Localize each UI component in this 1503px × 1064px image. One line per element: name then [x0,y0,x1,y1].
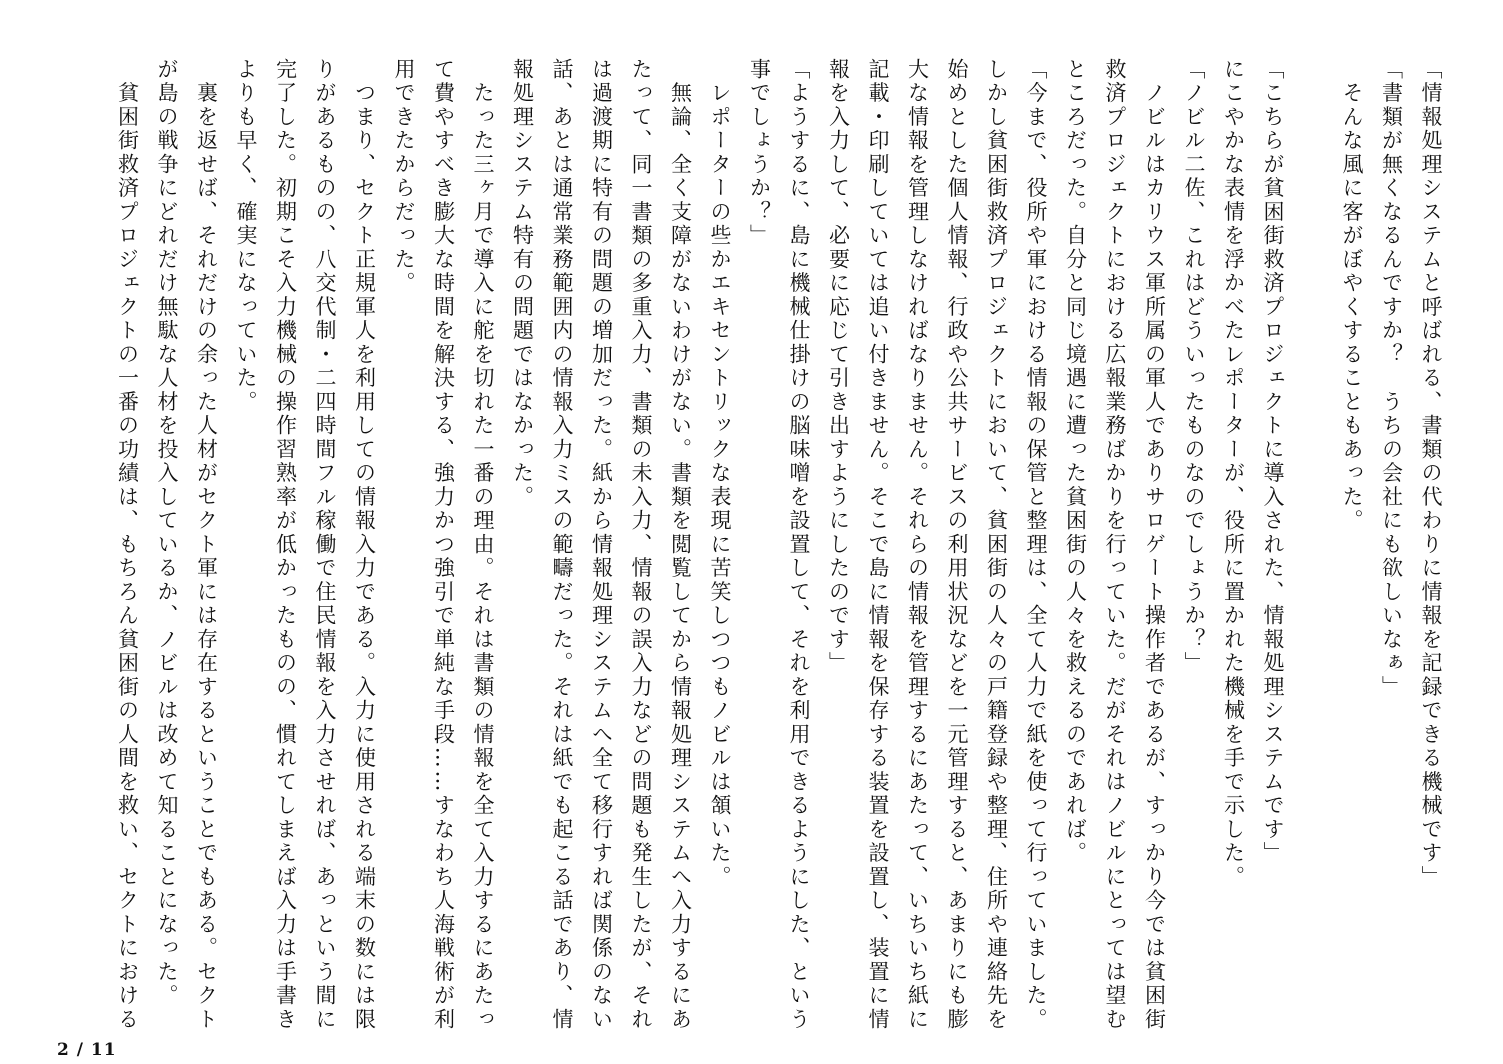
document-body [65,58,1450,1032]
text-line: 報処理システム特有の問題ではなかった。 [510,58,535,510]
text-line: 「ようするに、島に機械仕掛けの脳味噌を設置して、それを利用できるようにした、という [787,58,811,1032]
text-line: 「今まで、役所や軍における情報の保管と整理は、全て人力で紙を使って行っていました。 [1024,58,1048,1032]
text-line: 「ノビル二佐、これはどういったものなのでしょうか？」 [1182,58,1206,676]
text-line: 裏を返せば、それだけの余った人材がセクト軍には存在するということでもある。セクト [194,58,219,1032]
text-line: 話、あとは通常業務範囲内の情報入力ミスの範疇だった。それは紙でも起こる話であり、情 [550,58,574,1032]
text-line: て費やすべき膨大な時間を解決する、強力かつ強引で単純な手段……すなわち人海戦術が利 [431,58,456,1032]
text-line: 「情報処理システムと呼ばれる、書類の代わりに情報を記録できる機械です」 [1419,58,1443,890]
text-line: 用できたからだった。 [392,58,416,296]
text-line: は過渡期に特有の問題の増加だった。紙から情報処理システムへ全て移行すれば関係のない [589,58,614,1032]
text-line: 始めとした個人情報、行政や公共サービスの利用状況などを一元管理すると、あまりにも膨 [945,58,969,1032]
text-line: 救済プロジェクトにおける広報業務ばかりを行っていた。だがそれはノビルにとっては望む [1103,58,1127,1032]
blank-line [1292,58,1332,1018]
text-line: 貧困街救済プロジェクトの一番の功績は、もちろん貧困街の人間を救い、セクトにおける [115,58,140,1032]
text-line: 事でしょうか？」 [747,58,772,248]
text-line: 完了した。初期こそ入力機械の操作習熟率が低かったものの、慣れてしまえば入力は手書き [273,58,298,1032]
text-line: しかし貧困街救済プロジェクトにおいて、貧困街の人々の戸籍登録や整理、住所や連絡先を [984,58,1009,1032]
text-line: ところだった。自分と同じ境遇に遭った貧困街の人々を救えるのであれば。 [1063,58,1088,866]
text-line: ノビルはカリウス軍所属の軍人でありサロゲート操作者であるが、すっかり今では貧困街 [1142,58,1167,1032]
text-line: りがあるものの、八交代制・二四時間フル稼働で住民情報を入力させれば、あっという間に [313,58,337,1032]
text-line: 大な情報を管理しなければなりません。それらの情報を管理するにあたって、いちいち紙に [905,58,930,1032]
text-line: 「こちらが貧困街救済プロジェクトに導入された、情報処理システムです」 [1261,58,1285,866]
text-line: レポーターの些かエキセントリックな表現に苦笑しつつもノビルは頷いた。 [708,58,732,890]
text-line: 「書類が無くなるんですか？ うちの会社にも欲しいなぁ」 [1379,58,1404,700]
text-line: たった三ヶ月で導入に舵を切れた一番の理由。それは書類の情報を全て入力するにあたっ [471,58,495,1032]
text-line: 記載・印刷していては追い付きません。そこで島に情報を保存する装置を設置し、装置に情 [866,58,890,1032]
text-line: よりも早く、確実になっていた。 [234,58,258,415]
text-line: にこやかな表情を浮かべたレポーターが、役所に置かれた機械を手で示した。 [1221,58,1246,890]
text-line: 無論、全く支障がないわけがない。書類を閲覧してから情報処理システムへ入力するにあ [668,58,693,1032]
page-number: 2 / 11 [57,1040,117,1060]
text-line: 報を入力して、必要に応じて引き出すようにしたのです」 [826,58,851,676]
text-line: そんな風に客がぼやくすることもあった。 [1340,58,1364,533]
text-line: たって、同一書類の多重入力、書類の未入力、情報の誤入力などの問題も発生したが、それ [629,58,653,1032]
text-line: つまり、セクト正規軍人を利用しての情報入力である。入力に使用される端末の数には限 [352,58,377,1032]
text-line: が島の戦争にどれだけ無駄な人材を投入しているか、ノビルは改めて知ることになった。 [155,58,179,1008]
